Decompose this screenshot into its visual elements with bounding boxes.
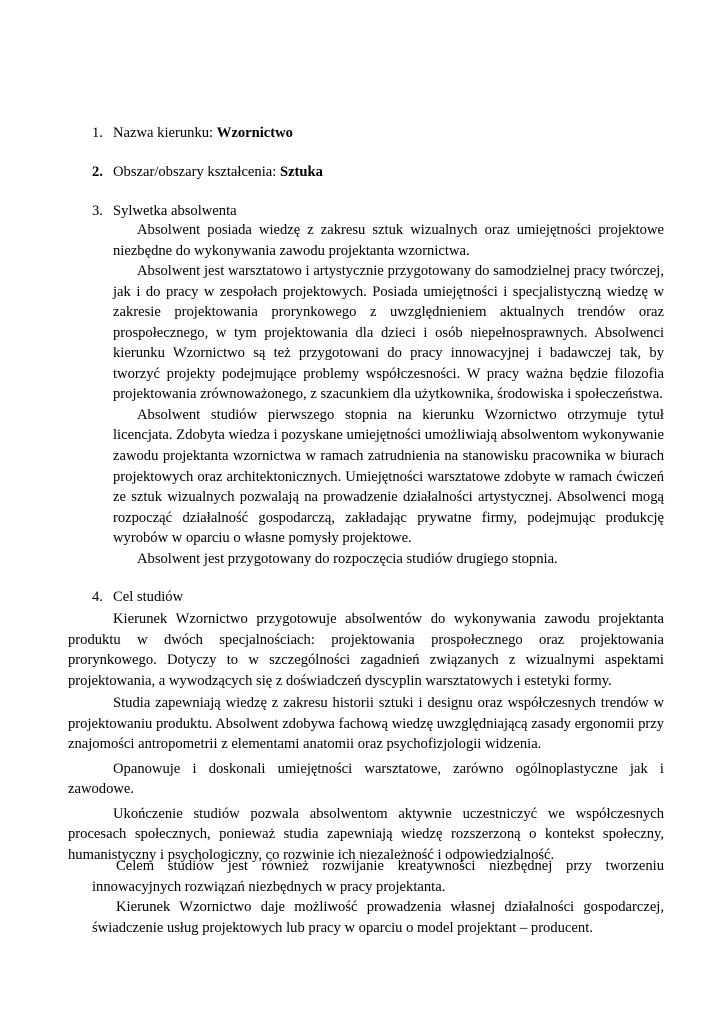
section-1-label: Nazwa kierunku:	[113, 125, 217, 141]
section-1-number: 1.	[92, 125, 103, 141]
section-1-heading	[92, 123, 293, 143]
section-4-title: Cel studiów	[113, 589, 184, 605]
section-4-paragraph: Kierunek Wzornictwo daje możliwość prowadzenia własnej działalności gospodarczej, świadczenie usług projektowych lub pracy w oparciu o model projektant – producent.	[92, 899, 664, 936]
section-4-paragraph: Studia zapewniają wiedzę z zakresu historii sztuki i designu oraz współczesnych trendów w projektowaniu produktu. Absolwent zdobywa fachową wiedzę uwzględniającą zasady ergonomii przy znajomości antropometrii z elementami anatomii oraz psychofizjologii widzenia.	[68, 695, 664, 753]
section-3-paragraph: Absolwent jest warsztatowo i artystycznie przygotowany do samodzielnej pracy twórczej, jak i do pracy w zespołach projektowych. Posiada umiejętności i specjalistyczną wiedzę w zakresie projektowania prorynkowego z uwzględnieniem aktualnych trendów oraz prospołecznego, w tym projektowania dla dzieci i osób niepełnosprawnych. Absolwenci kierunku Wzornictwo są też przygotowani do pracy innowacyjnej i badawczej tak, by tworzyć projekty podejmujące problemy współczesności. W pracy ważna będzie filozofia projektowania zrównoważonego, z szacunkiem dla użytkownika, środowiska i społeczeństwa.	[113, 263, 664, 403]
section-2-label: Obszar/obszary kształcenia:	[113, 164, 280, 180]
section-4-paragraph: Ukończenie studiów pozwala absolwentom aktywnie uczestniczyć we współczesnych procesach społecznych, ponieważ studia zapewniają wiedzę rozszerzoną o kontekst społeczny, humanistyczny i psychologiczny, co rozwinie ich niezależność i odpowiedzialność.	[68, 805, 664, 864]
section-4-paragraph: Opanowuje i doskonali umiejętności warsztatowe, zarówno ogólnoplastyczne jak i zawodowe.	[68, 760, 664, 798]
section-2-number: 2.	[92, 164, 103, 180]
section-3-title: Sylwetka absolwenta	[113, 203, 237, 219]
section-4-paragraph: Kierunek Wzornictwo przygotowuje absolwentów do wykonywania zawodu projektanta produktu w dwóch specjalnościach: projektowania prospołecznego oraz projektowania prorynkowego. Dotyczy to w szczególności zagadnień związanych z wizualnymi aspektami projektowania, a wywodzących się z doświadczeń dyscyplin warsztatowych i estetyki formy.	[68, 611, 664, 689]
section-3-paragraph: Absolwent posiada wiedzę z zakresu sztuk wizualnych oraz umiejętności projektowe niezbędne do wykonywania zawodu projektanta wzornictwa.	[113, 222, 664, 259]
section-4-paragraph: Celem studiów jest również rozwijanie kreatywności niezbędnej przy tworzeniu innowacyjnych rozwiązań niezbędnych w pracy projektanta.	[92, 858, 664, 895]
section-3-paragraph: Absolwent jest przygotowany do rozpoczęcia studiów drugiego stopnia.	[137, 550, 558, 567]
section-4-body	[68, 609, 664, 866]
section-3-paragraph: Absolwent studiów pierwszego stopnia na kierunku Wzornictwo otrzymuje tytuł licencjata. Zdobyta wiedza i pozyskane umiejętności umożliwiają absolwentom wykonywanie zawodu projektanta wzornictwa w ramach zatrudnienia na stanowisku pracownika w biurach projektowych oraz architektonicznych. Umiejętności warsztatowe zdobyte w ramach ćwiczeń ze sztuk wizualnych pozwalają na prowadzenie działalności artystycznej. Absolwenci mogą rozpocząć działalność gospodarczą, zakładając prywatne firmy, podejmując produkcję wyrobów w oparciu o własne pomysły projektowe.	[113, 406, 664, 547]
section-2-value: Sztuka	[279, 164, 323, 180]
section-4-heading	[92, 587, 183, 607]
section-3-heading	[92, 201, 237, 221]
section-3-number: 3.	[92, 203, 103, 219]
section-4-body-continued	[92, 856, 664, 938]
section-3-body	[113, 220, 664, 569]
section-1-value: Wzornictwo	[216, 125, 293, 141]
section-2-heading	[92, 162, 323, 182]
section-4-number: 4.	[92, 589, 103, 605]
